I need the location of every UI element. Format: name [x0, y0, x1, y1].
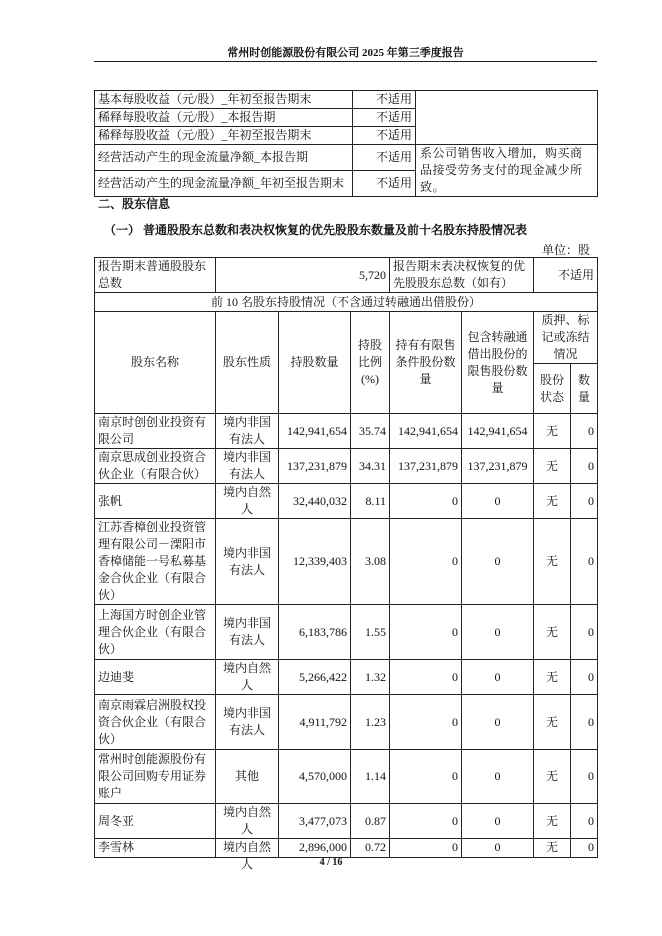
indicator-value: 不适用 [353, 91, 416, 109]
indicator-note-empty [416, 91, 598, 145]
indicator-value: 不适用 [353, 145, 416, 171]
pledge-quantity: 0 [571, 414, 598, 449]
col-ratio: 持股比例(%) [351, 312, 390, 414]
shares-held: 6,183,786 [279, 605, 351, 660]
pledge-status: 无 [534, 660, 571, 695]
shareholder-row [95, 605, 598, 660]
lent-restricted-shares: 0 [462, 660, 534, 695]
caption-row [95, 293, 598, 312]
header-row [95, 312, 598, 364]
cell-text: 2,896,000 [299, 840, 347, 854]
col-name: 股东名称 [95, 312, 216, 414]
pledge-status: 无 [534, 750, 571, 804]
pledge-quantity [571, 839, 598, 858]
holding-ratio [351, 839, 390, 858]
shareholder-name: 南京时创创业投资有限公司 [95, 414, 216, 449]
summary-row [95, 258, 598, 293]
lent-restricted-shares: 142,941,654 [462, 414, 534, 449]
shareholder-name [95, 839, 216, 858]
indicator-value: 不适用 [353, 127, 416, 145]
restricted-shares: 142,941,654 [390, 414, 462, 449]
indicator-label: 基本每股收益（元/股）_年初至报告期末 [95, 91, 353, 109]
indicator-value: 不适用 [353, 109, 416, 127]
shareholder-table [94, 257, 598, 871]
indicator-label: 经营活动产生的现金流量净额_年初至报告期末 [95, 171, 353, 197]
pledge-status: 无 [534, 804, 571, 839]
lent-restricted-shares: 0 [462, 750, 534, 804]
shareholder-name: 周冬亚 [95, 804, 216, 839]
shares-held: 3,477,073 [279, 804, 351, 839]
pledge-quantity: 0 [571, 804, 598, 839]
shareholder-row [95, 750, 598, 804]
shareholder-nature: 境内自然人 [216, 804, 279, 839]
shareholder-row [95, 449, 598, 484]
lent-restricted-shares: 0 [462, 484, 534, 519]
shares-held: 12,339,403 [279, 519, 351, 605]
shareholder-nature: 境内非国有法人 [216, 519, 279, 605]
restricted-shares: 0 [390, 519, 462, 605]
preferred-holders-label: 报告期末表决权恢复的优先股股东总数（如有） [390, 258, 534, 293]
preferred-holders-value: 不适用 [534, 258, 598, 293]
shareholder-nature [216, 839, 279, 871]
cell-text: 境内自然人 [222, 840, 271, 871]
cell-text: 0 [452, 840, 459, 854]
section-subheading: （一） 普通股股东总数和表决权恢复的优先股股东数量及前十名股东持股情况表 [104, 223, 528, 237]
table-row [95, 145, 598, 171]
cell-text: 0 [494, 840, 501, 854]
shareholder-name: 南京思成创业投资合伙企业（有限合伙） [95, 449, 216, 484]
holding-ratio: 0.87 [351, 804, 390, 839]
col-shares: 持股数量 [279, 312, 351, 414]
indicator-label: 稀释每股收益（元/股）_本报告期 [95, 109, 353, 127]
shareholder-nature: 境内自然人 [216, 484, 279, 519]
holding-ratio: 1.32 [351, 660, 390, 695]
pledge-status: 无 [534, 449, 571, 484]
holding-ratio: 1.55 [351, 605, 390, 660]
cell-text: 0 [588, 840, 595, 854]
shares-held: 142,941,654 [279, 414, 351, 449]
shareholder-name: 江苏香樟创业投资管理有限公司－溧阳市香樟储能一号私募基金合伙企业（有限合伙） [95, 519, 216, 605]
indicator-value: 不适用 [353, 171, 416, 197]
restricted-shares: 0 [390, 605, 462, 660]
holding-ratio: 1.23 [351, 695, 390, 750]
shareholder-name: 张帆 [95, 484, 216, 519]
page-number: 4 / 16 [319, 857, 343, 868]
shareholder-name: 常州时创能源股份有限公司回购专用证券账户 [95, 750, 216, 804]
pledge-status: 无 [534, 484, 571, 519]
shareholder-nature: 境内非国有法人 [216, 414, 279, 449]
shareholder-nature: 其他 [216, 750, 279, 804]
shareholder-row [95, 804, 598, 839]
shareholder-row [95, 839, 598, 858]
pledge-quantity: 0 [571, 605, 598, 660]
pledge-quantity: 0 [571, 519, 598, 605]
restricted-shares: 0 [390, 750, 462, 804]
lent-restricted-shares [462, 839, 534, 858]
pledge-status: 无 [534, 605, 571, 660]
shares-held: 4,570,000 [279, 750, 351, 804]
shareholder-row [95, 660, 598, 695]
section-heading: 二、股东信息 [98, 197, 171, 211]
cell-text: 0.72 [365, 840, 387, 854]
page-header-title: 常州时创能源股份有限公司 2025 年第三季度报告 [227, 47, 464, 59]
pledge-status [534, 839, 571, 858]
common-holders-value: 5,720 [216, 258, 390, 293]
shareholder-nature: 境内非国有法人 [216, 449, 279, 484]
table-row [95, 91, 598, 109]
restricted-shares: 0 [390, 804, 462, 839]
holding-ratio: 3.08 [351, 519, 390, 605]
pledge-quantity: 0 [571, 695, 598, 750]
shares-held: 137,231,879 [279, 449, 351, 484]
shareholder-name: 南京雨霖启洲股权投资合伙企业（有限合伙） [95, 695, 216, 750]
shares-held [279, 839, 351, 858]
shares-held: 5,266,422 [279, 660, 351, 695]
shareholder-nature: 境内非国有法人 [216, 605, 279, 660]
shareholder-name: 边迪斐 [95, 660, 216, 695]
restricted-shares: 0 [390, 484, 462, 519]
shareholder-row [95, 414, 598, 449]
pledge-quantity: 0 [571, 660, 598, 695]
pledge-status: 无 [534, 695, 571, 750]
shareholder-name: 上海国方时创企业管理合伙企业（有限合伙） [95, 605, 216, 660]
shareholder-row [95, 484, 598, 519]
pledge-quantity: 0 [571, 484, 598, 519]
shareholder-nature: 境内非国有法人 [216, 695, 279, 750]
shareholder-row [95, 519, 598, 605]
cell-text: 无 [546, 840, 559, 854]
pledge-status: 无 [534, 414, 571, 449]
col-qty: 数量 [571, 364, 598, 414]
restricted-shares: 137,231,879 [390, 449, 462, 484]
restricted-shares [390, 839, 462, 858]
restricted-shares: 0 [390, 695, 462, 750]
col-status: 股份状态 [534, 364, 571, 414]
cell-text: 李雪林 [98, 840, 135, 854]
shares-held: 32,440,032 [279, 484, 351, 519]
holdings-caption: 前 10 名股东持股情况（不含通过转融通出借股份） [95, 293, 598, 312]
lent-restricted-shares: 137,231,879 [462, 449, 534, 484]
shareholder-row [95, 695, 598, 750]
lent-restricted-shares: 0 [462, 804, 534, 839]
shareholder-nature: 境内自然人 [216, 660, 279, 695]
indicator-note: 系公司销售收入增加，购买商品接受劳务支付的现金减少所致。 [416, 145, 598, 197]
indicator-label: 稀释每股收益（元/股）_年初至报告期末 [95, 127, 353, 145]
col-pledge: 质押、标记或冻结情况 [534, 312, 598, 364]
pledge-quantity: 0 [571, 449, 598, 484]
col-lent: 包含转融通借出股份的限售股份数量 [462, 312, 534, 414]
indicator-label: 经营活动产生的现金流量净额_本报告期 [95, 145, 353, 171]
header-divider [94, 61, 597, 62]
col-restricted: 持有有限售条件股份数量 [390, 312, 462, 414]
lent-restricted-shares: 0 [462, 605, 534, 660]
shares-held: 4,911,792 [279, 695, 351, 750]
holding-ratio: 34.31 [351, 449, 390, 484]
holding-ratio: 8.11 [351, 484, 390, 519]
pledge-status: 无 [534, 519, 571, 605]
restricted-shares: 0 [390, 660, 462, 695]
holding-ratio: 1.14 [351, 750, 390, 804]
unit-label: 单位：股 [541, 243, 590, 257]
lent-restricted-shares: 0 [462, 519, 534, 605]
lent-restricted-shares: 0 [462, 695, 534, 750]
common-holders-label: 报告期末普通股股东总数 [95, 258, 216, 293]
pledge-quantity: 0 [571, 750, 598, 804]
holding-ratio: 35.74 [351, 414, 390, 449]
indicator-table [94, 90, 598, 197]
col-nature: 股东性质 [216, 312, 279, 414]
